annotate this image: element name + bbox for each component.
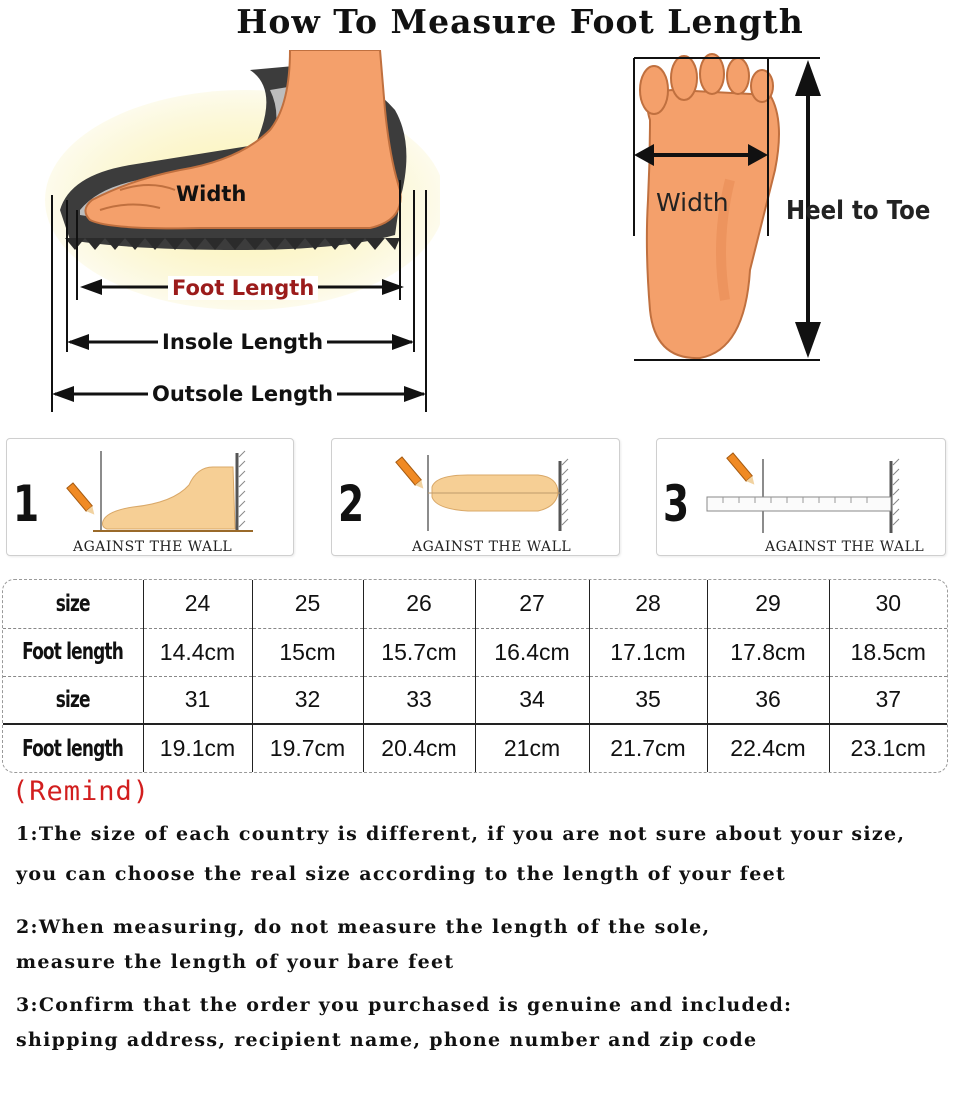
table-cell: 30 xyxy=(829,580,947,628)
row-header: Foot length xyxy=(3,628,143,676)
remind-line-6: shipping address, recipient name, phone number and zip code xyxy=(16,1029,758,1051)
sole-view-diagram xyxy=(620,50,960,370)
row-header: Foot length xyxy=(3,724,143,772)
table-cell: 25 xyxy=(252,580,363,628)
side-view-illustration xyxy=(40,50,440,420)
step-1-number: 1 xyxy=(13,475,40,533)
step-2-illustration xyxy=(388,445,616,537)
size-chart-table-frame xyxy=(2,579,948,773)
side-width-label: Width xyxy=(176,182,247,206)
side-view-diagram xyxy=(40,50,440,420)
remind-line-4: measure the length of your bare feet xyxy=(16,951,455,973)
sole-width-label: Width xyxy=(656,188,729,217)
table-cell: 28 xyxy=(589,580,707,628)
table-row xyxy=(3,628,947,676)
table-cell: 15.7cm xyxy=(363,628,475,676)
step-2-caption: AGAINST THE WALL xyxy=(412,539,572,555)
table-cell: 20.4cm xyxy=(363,724,475,772)
table-cell: 15cm xyxy=(252,628,363,676)
step-3-illustration xyxy=(703,449,941,535)
outsole-length-label: Outsole Length xyxy=(148,382,337,406)
step-2-panel xyxy=(331,438,620,556)
page-title: How To Measure Foot Length xyxy=(236,2,804,41)
size-chart-table xyxy=(3,580,947,772)
table-cell: 22.4cm xyxy=(707,724,829,772)
heel-to-toe-label: Heel to Toe xyxy=(786,196,931,226)
step-1-panel xyxy=(6,438,294,556)
table-cell: 19.1cm xyxy=(143,724,252,772)
remind-line-1: 1:The size of each country is different, if you are not sure about your size, xyxy=(16,823,906,845)
table-row xyxy=(3,580,947,628)
table-cell: 23.1cm xyxy=(850,735,926,761)
step-1-caption: AGAINST THE WALL xyxy=(73,539,233,555)
remind-line-5: 3:Confirm that the order you purchased is genuine and included: xyxy=(16,994,793,1016)
insole-length-label: Insole Length xyxy=(158,330,327,354)
step-3-panel xyxy=(656,438,946,556)
table-cell: 27 xyxy=(475,580,589,628)
remind-line-3: 2:When measuring, do not measure the length of the sole, xyxy=(16,916,711,938)
table-cell: 17.1cm xyxy=(589,628,707,676)
table-cell: 34 xyxy=(475,676,589,724)
foot-length-label: Foot Length xyxy=(168,276,318,300)
table-cell: 32 xyxy=(252,676,363,724)
table-cell: 21.7cm xyxy=(589,724,707,772)
table-cell: 33 xyxy=(363,676,475,724)
table-cell: 31 xyxy=(143,676,252,724)
table-cell: 21cm xyxy=(475,724,589,772)
row-header: size xyxy=(3,676,143,724)
table-cell: 37 xyxy=(829,676,947,724)
table-cell: 24 xyxy=(143,580,252,628)
foot-sole xyxy=(647,90,779,358)
table-cell: 35 xyxy=(589,676,707,724)
table-cell: 16.4cm xyxy=(475,628,589,676)
table-cell: 17.8cm xyxy=(707,628,829,676)
table-cell: 18.5cm xyxy=(829,628,947,676)
step-1-illustration xyxy=(63,445,289,537)
step-2-number: 2 xyxy=(338,475,365,533)
row-header: size xyxy=(3,580,143,628)
table-cell: 36 xyxy=(707,676,829,724)
table-cell: 26 xyxy=(363,580,475,628)
step-3-caption: AGAINST THE WALL xyxy=(765,539,925,555)
table-cell: 29 xyxy=(707,580,829,628)
remind-heading: (Remind) xyxy=(12,776,151,807)
table-cell: 19.7cm xyxy=(252,724,363,772)
step-3-number: 3 xyxy=(663,475,690,533)
table-cell: 14.4cm xyxy=(143,628,252,676)
table-row xyxy=(3,724,947,772)
table-row xyxy=(3,676,947,724)
remind-line-2: you can choose the real size according to the length of your feet xyxy=(16,863,787,885)
